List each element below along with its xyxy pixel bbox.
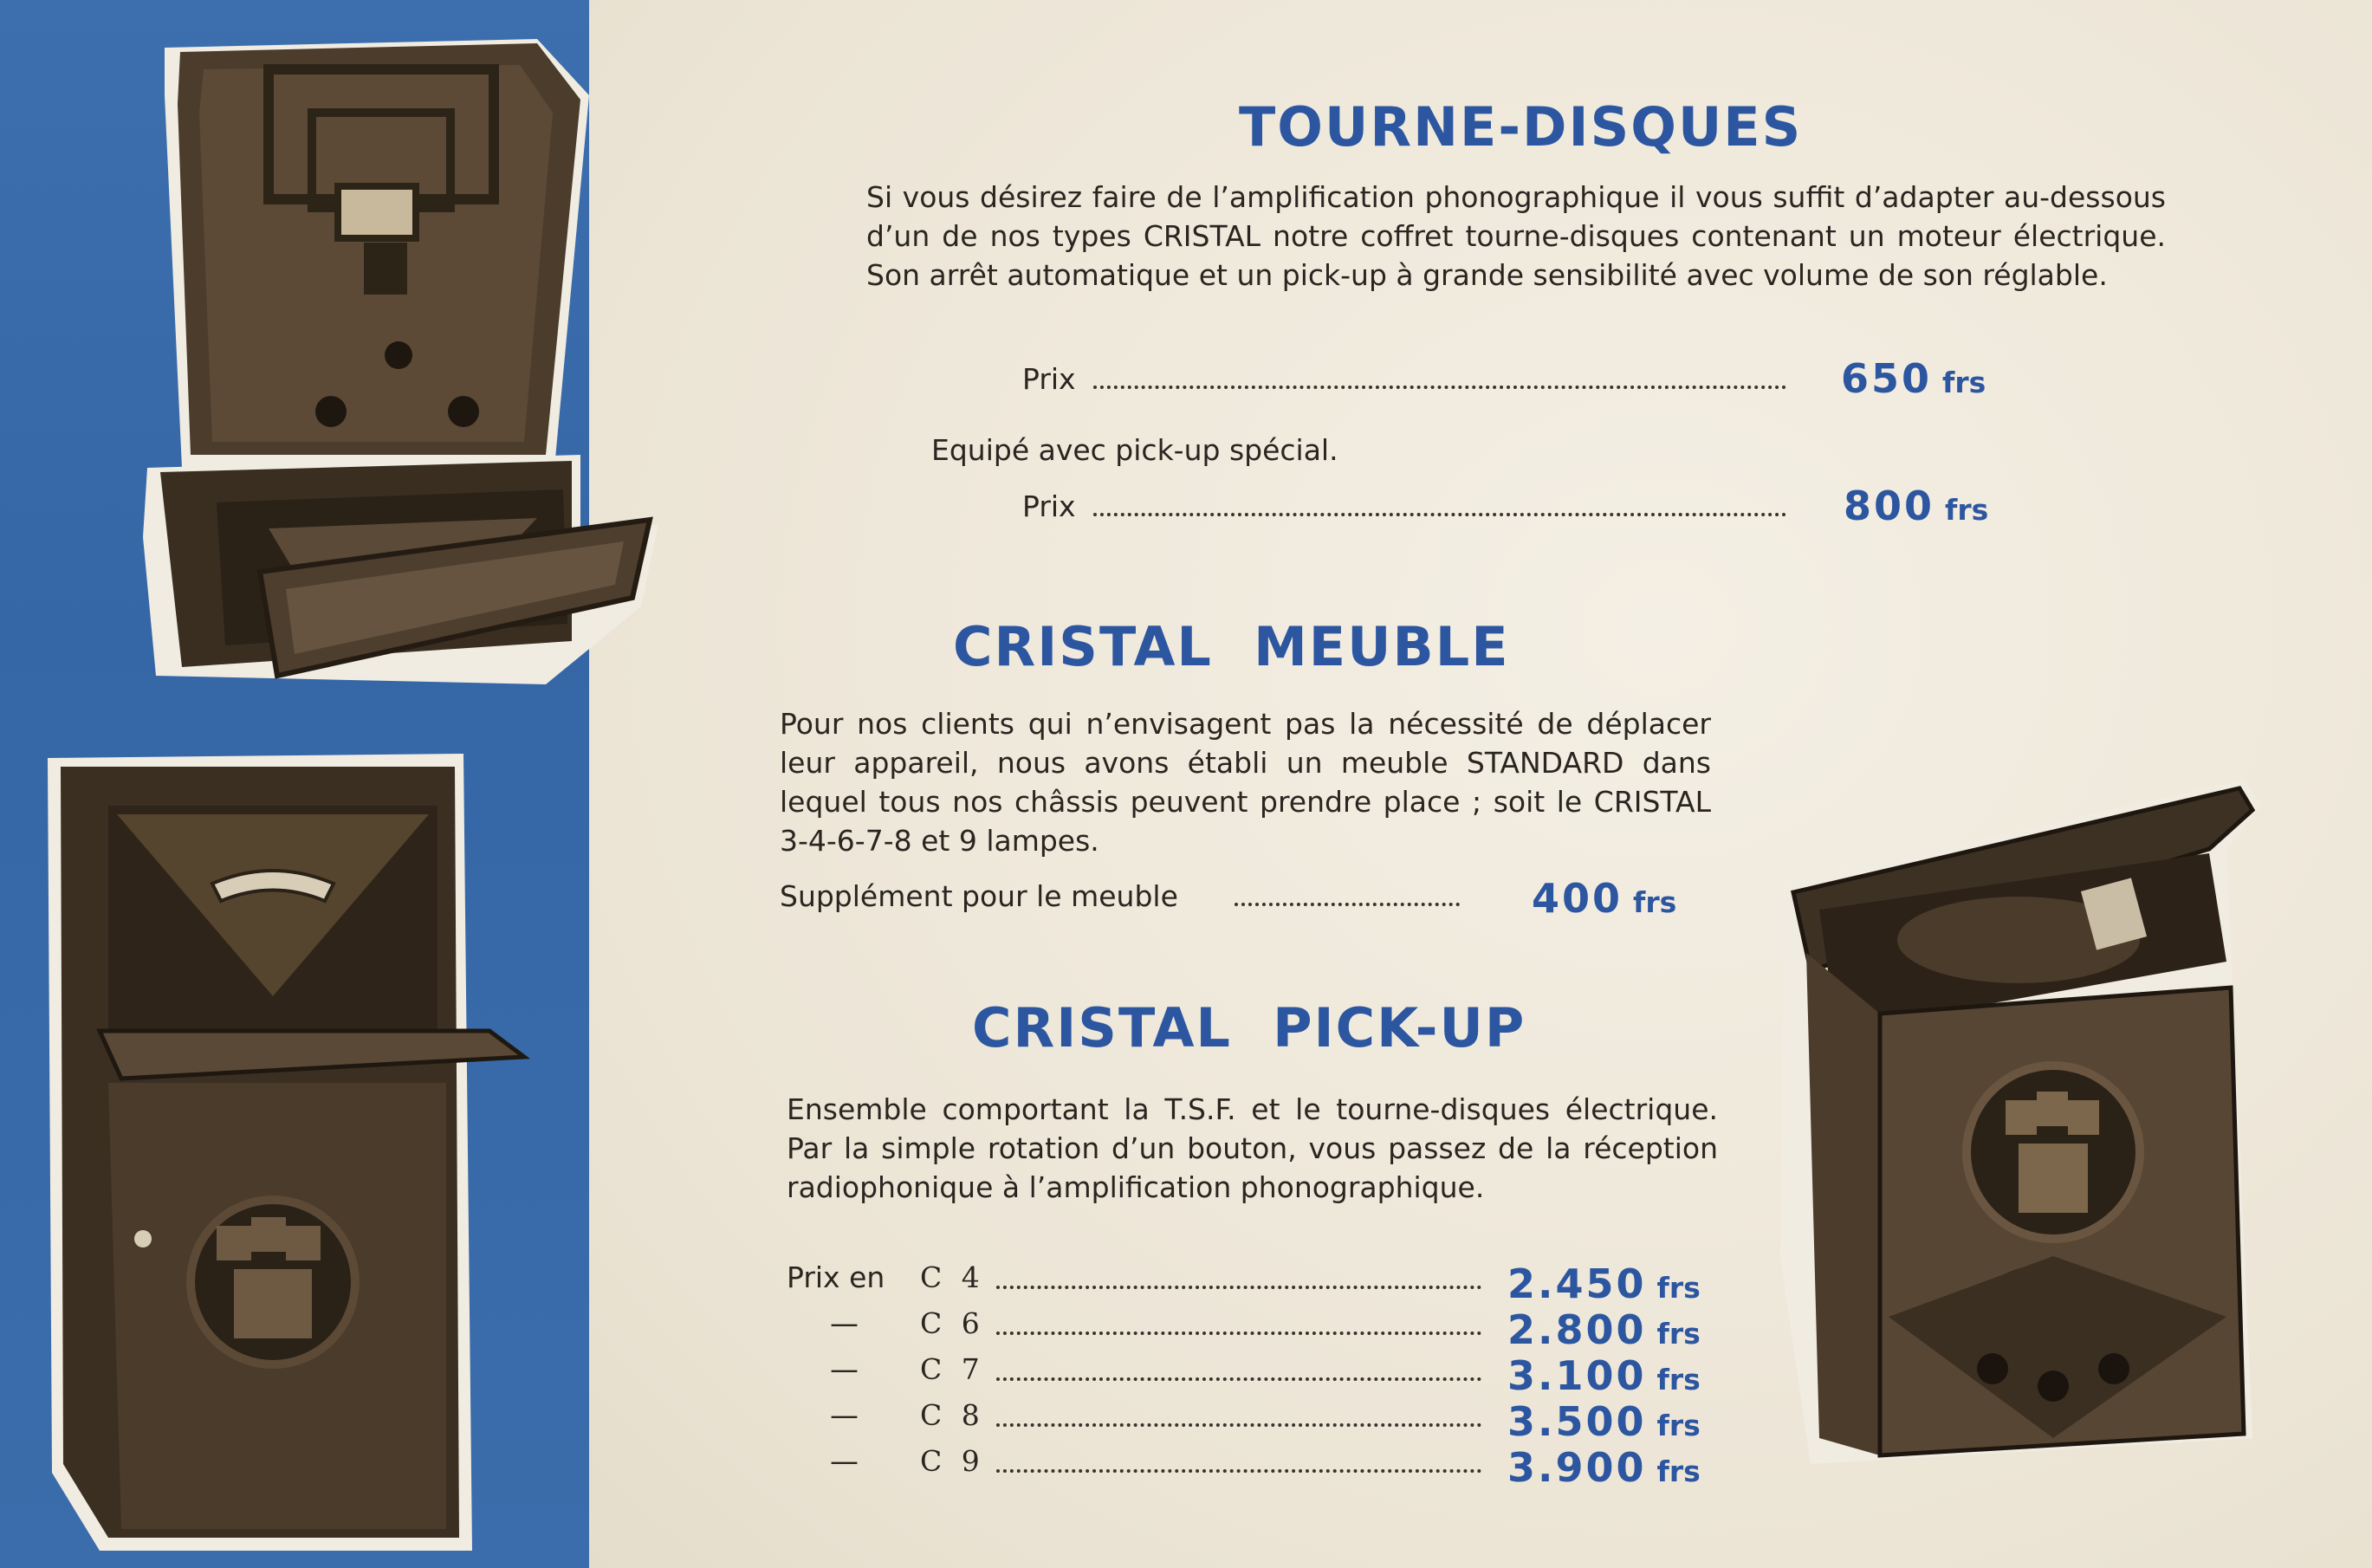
tourne-disques-text: Si vous désirez faire de l’amplification phonographique il vous suffit d’adapter au-dessous d’un de nos types CRISTAL notre coffret tourne-disques contenant un moteur électrique. Son arrêt automatique et un pick-up à grande sensibilité avec volume de son réglable. [866,180,2166,292]
model-price: 3.500 frs [1507,1398,1701,1445]
cristal-meuble-text: Pour nos clients qui n’envisagent pas la nécessité de déplacer leur appareil, nous avons établi un meuble STANDARD dans lequel tous nos châssis peuvent prendre place ; soit le CRISTAL 3-4-6-7-8 et 9 lampes. [780,707,1711,858]
meuble-supplement-label: Supplément pour le meuble [780,879,1178,913]
cristal-pickup-text: Ensemble comportant la T.S.F. et le tourne-disques électrique. Par la simple rotation d’un bouton, vous passez de la réception radiophonique à l’amplification phonographique. [787,1092,1718,1204]
ditto-dash: — [830,1398,859,1432]
model-label: C 9 [920,1444,985,1478]
radio-cabinet-photo [39,745,541,1559]
leader-dots [996,1469,1481,1473]
model-price: 2.800 frs [1507,1306,1701,1353]
cristal-meuble-title: CRISTAL MEUBLE [953,615,1510,678]
meuble-supplement-price: 400 frs [1532,875,1677,922]
model-label: C 8 [920,1398,985,1432]
ditto-dash: — [830,1306,859,1340]
ditto-dash: — [830,1444,859,1478]
ditto-dash: — [830,1352,859,1386]
leader-dots [996,1332,1481,1335]
leader-dots [996,1423,1481,1427]
pickup-special-price: 800 frs [1844,483,1989,529]
cristal-pickup-title: CRISTAL PICK-UP [972,996,1526,1059]
leader-dots [1093,513,1786,516]
model-label: C 7 [920,1352,985,1386]
model-price: 3.900 frs [1507,1444,1701,1491]
leader-dots [1093,386,1786,389]
leader-dots [1235,903,1460,906]
pickup-special-price-label: Prix [1022,489,1076,523]
leader-dots [996,1286,1481,1289]
model-label: C 6 [920,1306,985,1340]
pickup-price-prefix: Prix en [787,1260,885,1294]
radio-turntable-photo [130,17,676,702]
radio-phonograph-photo [1759,771,2270,1464]
model-price: 2.450 frs [1507,1260,1701,1307]
model-price: 3.100 frs [1507,1352,1701,1399]
tourne-disques-title: TOURNE-DISQUES [1239,95,1803,159]
tourne-disques-price: 650 frs [1841,355,1986,402]
tourne-disques-price-label: Prix [1022,362,1076,396]
model-label: C 4 [920,1260,985,1294]
leader-dots [996,1377,1481,1381]
pickup-special-option: Equipé avec pick-up spécial. [931,433,1338,467]
